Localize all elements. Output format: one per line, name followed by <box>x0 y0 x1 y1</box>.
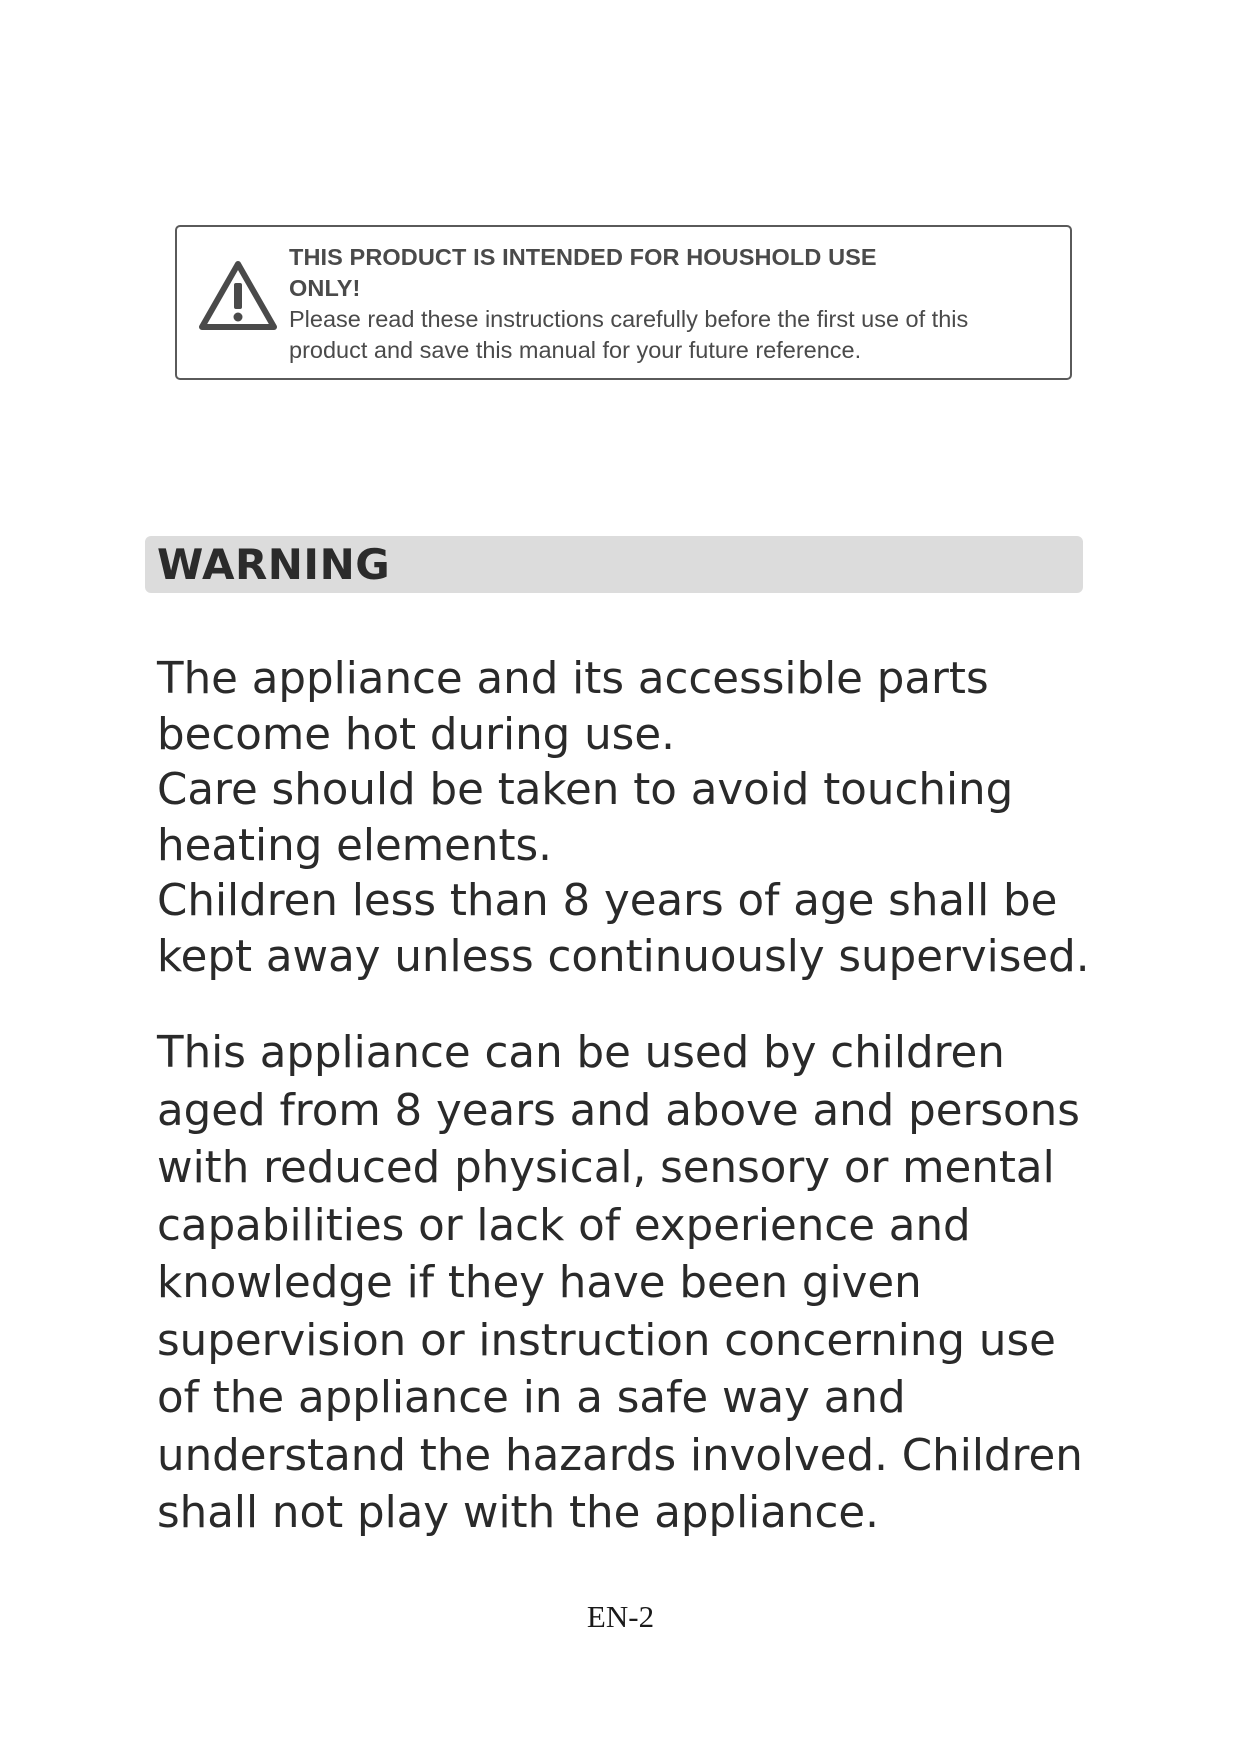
paragraph-line: heating elements. <box>157 820 553 871</box>
hot-surface-warning-paragraph <box>157 652 1157 986</box>
children-usage-paragraph <box>157 1025 1157 1543</box>
paragraph-line: shall not play with the appliance. <box>157 1488 879 1538</box>
paragraph-line: of the appliance in a safe way and <box>157 1373 906 1423</box>
paragraph-line: Care should be taken to avoid touching <box>157 765 1014 816</box>
paragraph-line: capabilities or lack of experience and <box>157 1200 971 1251</box>
warning-triangle-icon <box>197 259 279 333</box>
paragraph-line: This appliance can be used by children <box>157 1028 1005 1078</box>
notice-body-line-1: Please read these instructions carefully before the first use of this <box>289 306 969 332</box>
paragraph-line: supervision or instruction concerning use <box>157 1315 1056 1366</box>
paragraph-line: aged from 8 years and above and persons <box>157 1085 1080 1136</box>
paragraph-line: knowledge if they have been given <box>157 1258 922 1308</box>
notice-body-line-2: product and save this manual for your future reference. <box>289 337 862 363</box>
paragraph-line: Children less than 8 years of age shall be <box>157 876 1058 927</box>
page-number: EN-2 <box>586 1599 655 1634</box>
notice-text <box>289 242 1056 366</box>
paragraph-line: with reduced physical, sensory or mental <box>157 1143 1055 1193</box>
paragraph-line: become hot during use. <box>157 709 675 760</box>
notice-heading-line-1: THIS PRODUCT IS INTENDED FOR HOUSHOLD USE <box>289 244 877 270</box>
household-use-notice <box>175 225 1072 380</box>
paragraph-line: The appliance and its accessible parts <box>157 654 989 704</box>
paragraph-line: kept away unless continuously supervised. <box>157 931 1090 982</box>
paragraph-line: understand the hazards involved. Children <box>157 1430 1083 1481</box>
notice-heading-line-2: ONLY! <box>289 275 361 301</box>
warning-title: WARNING <box>157 540 391 589</box>
warning-heading-bar <box>145 536 1083 593</box>
